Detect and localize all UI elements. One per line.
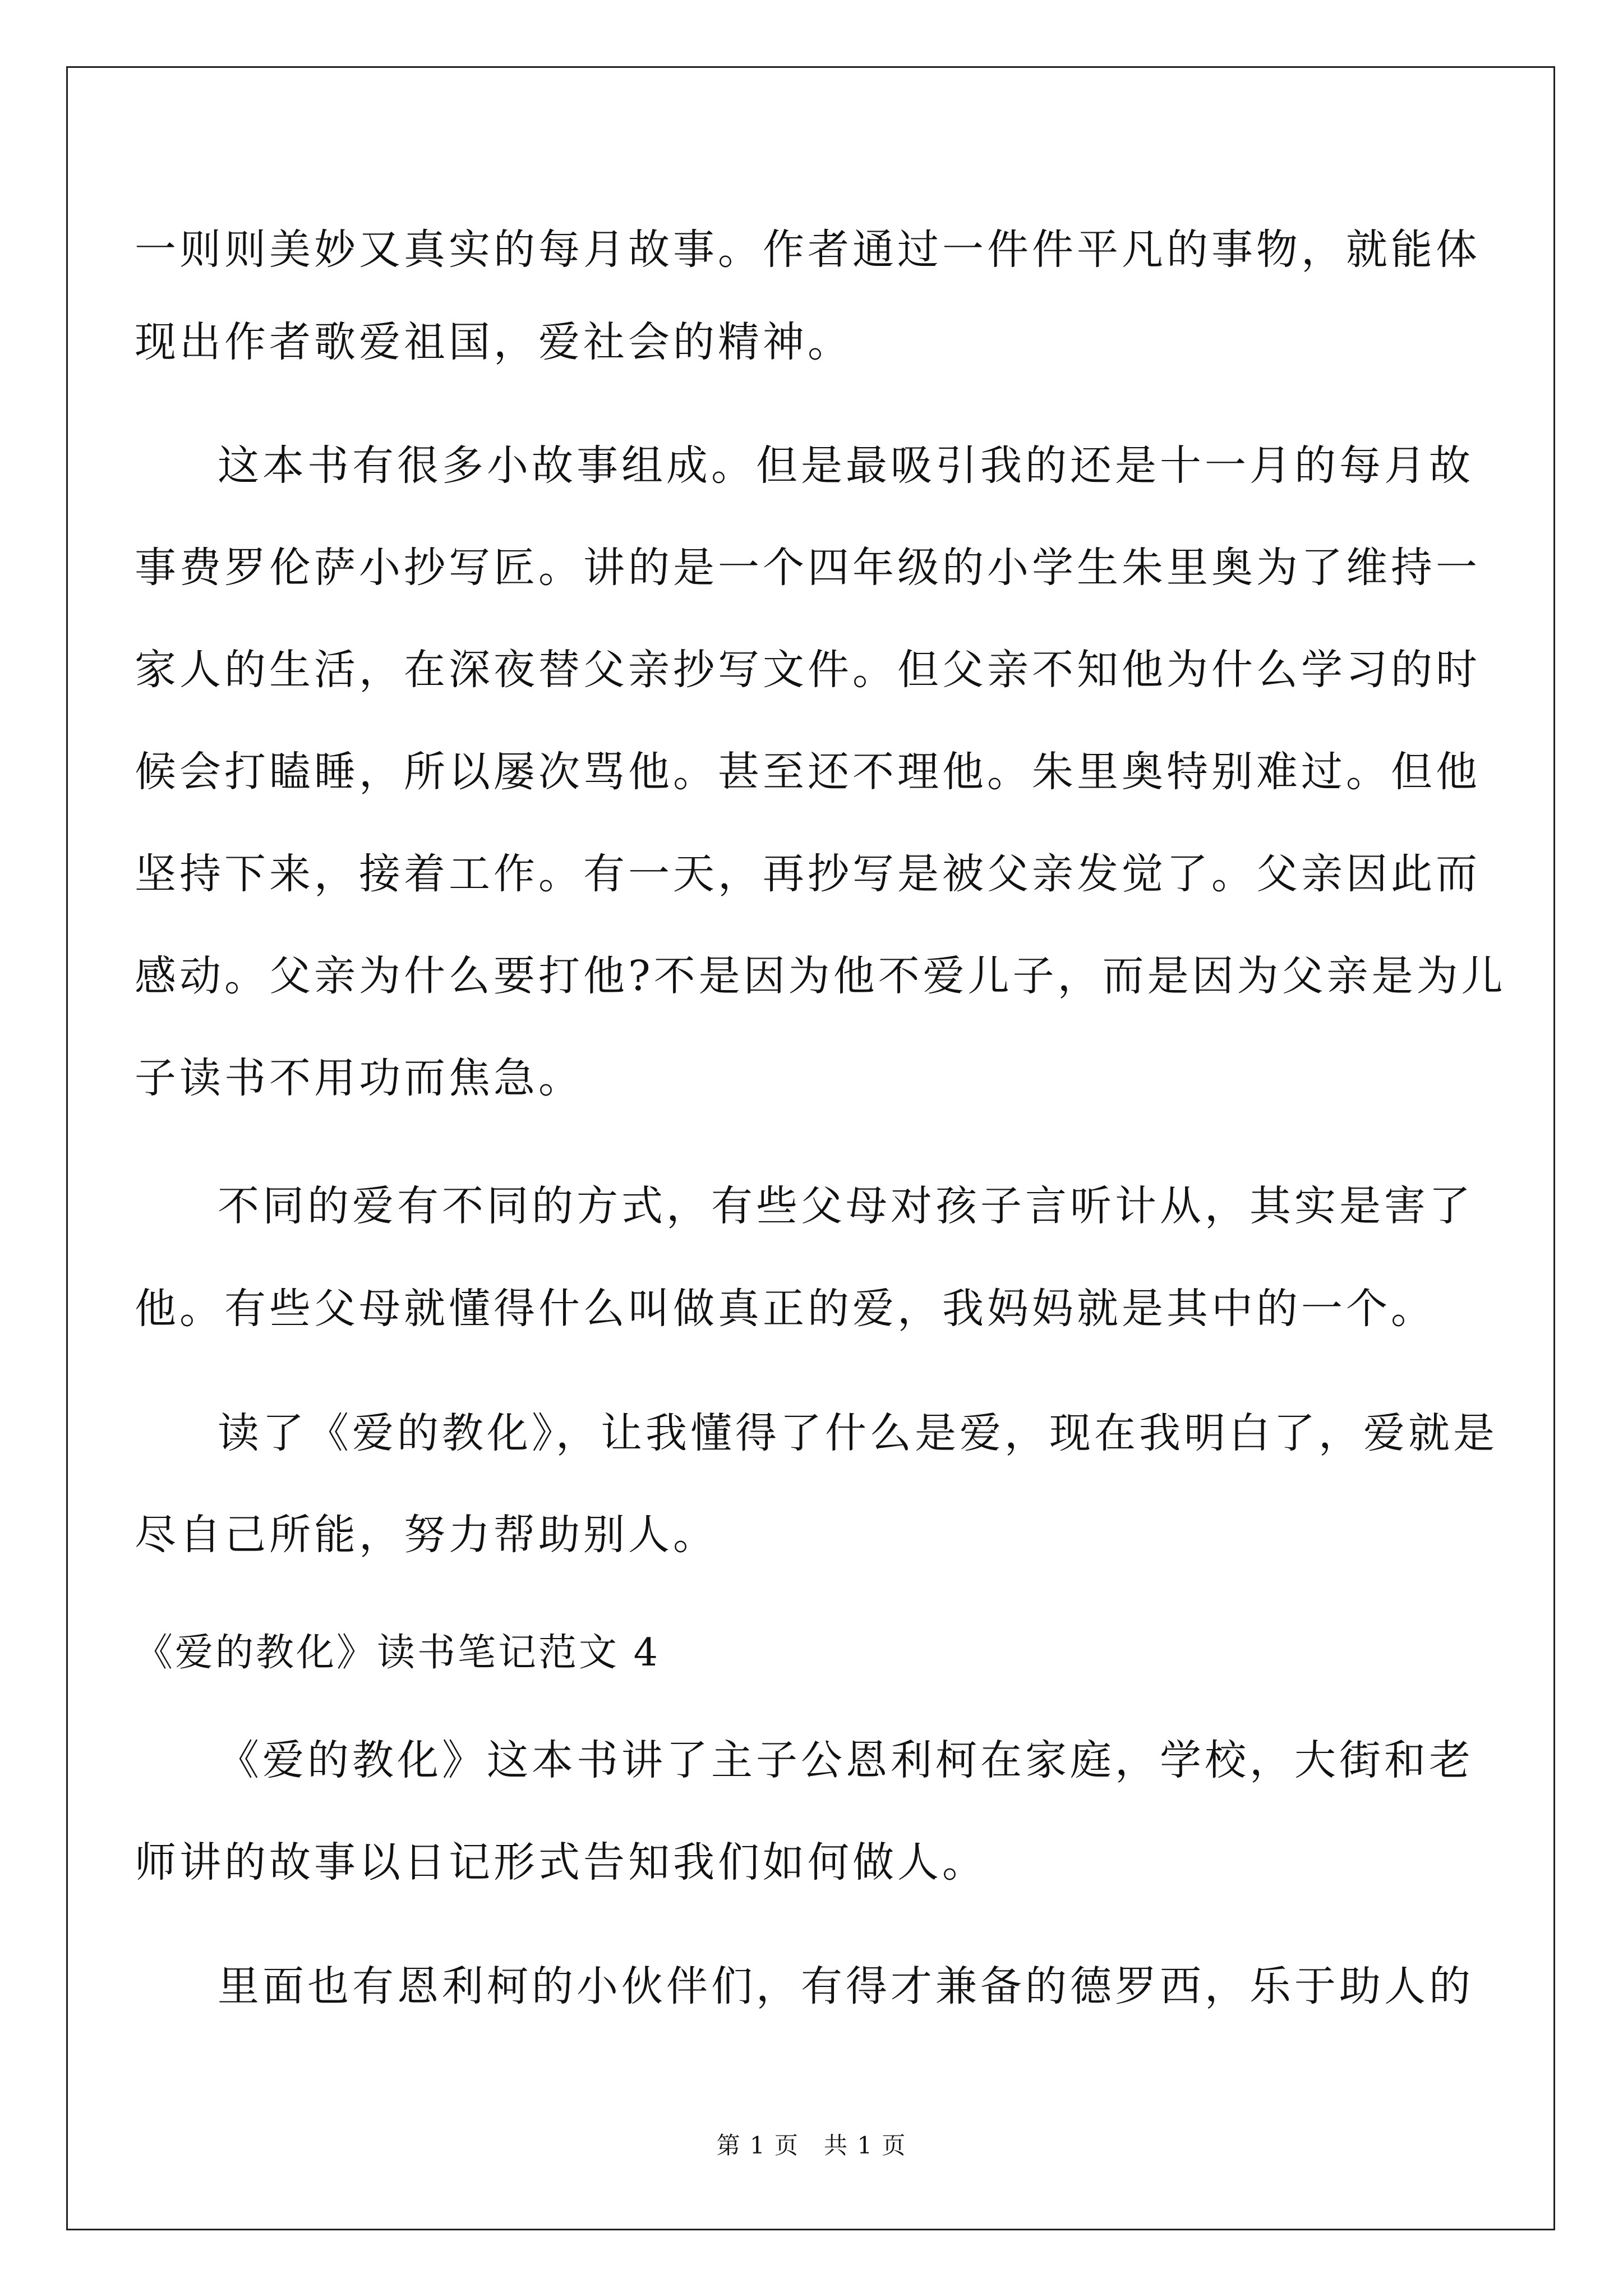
text-line: 坚持下来，接着工作。有一天，再抄写是被父亲发觉了。父亲因此而	[135, 850, 1481, 898]
paragraph-start-line: 这本书有很多小故事组成。但是最吸引我的还是十一月的每月故	[218, 441, 1474, 490]
text-line: 现出作者歌爱祖国，爱社会的精神。	[135, 318, 852, 366]
text-line: 尽自己所能，努力帮助别人。	[135, 1511, 718, 1559]
paragraph-start-line: 读了《爱的教化》，让我懂得了什么是爱，现在我明白了，爱就是	[218, 1409, 1498, 1457]
text-line: 事费罗伦萨小抄写匠。讲的是一个四年级的小学生朱里奥为了维持一	[135, 544, 1481, 592]
section-heading: 《爱的教化》读书笔记范文 4	[135, 1631, 660, 1675]
text-line: 子读书不用功而焦急。	[135, 1054, 583, 1102]
text-line: 家人的生活，在深夜替父亲抄写文件。但父亲不知他为什么学习的时	[135, 646, 1481, 694]
paragraph-start-line: 《爱的教化》这本书讲了主子公恩利柯在家庭，学校，大街和老	[218, 1736, 1474, 1784]
text-line: 师讲的故事以日记形式告知我们如何做人。	[135, 1838, 987, 1887]
text-line: 候会打瞌睡，所以屡次骂他。甚至还不理他。朱里奥特别难过。但他	[135, 748, 1481, 796]
text-line: 感动。父亲为什么要打他?不是因为他不爱儿子，而是因为父亲是为儿	[135, 952, 1506, 1000]
page-footer: 第 1 页 共 1 页	[716, 2132, 907, 2159]
text-line: 一则则美妙又真实的每月故事。作者通过一件件平凡的事物，就能体	[135, 226, 1481, 274]
paragraph-start-line: 不同的爱有不同的方式，有些父母对孩子言听计从，其实是害了	[218, 1182, 1474, 1230]
text-line: 他。有些父母就懂得什么叫做真正的爱，我妈妈就是其中的一个。	[135, 1285, 1436, 1333]
page-border	[66, 66, 1555, 2230]
paragraph-start-line: 里面也有恩利柯的小伙伴们，有得才兼备的德罗西，乐于助人的	[218, 1962, 1474, 2010]
